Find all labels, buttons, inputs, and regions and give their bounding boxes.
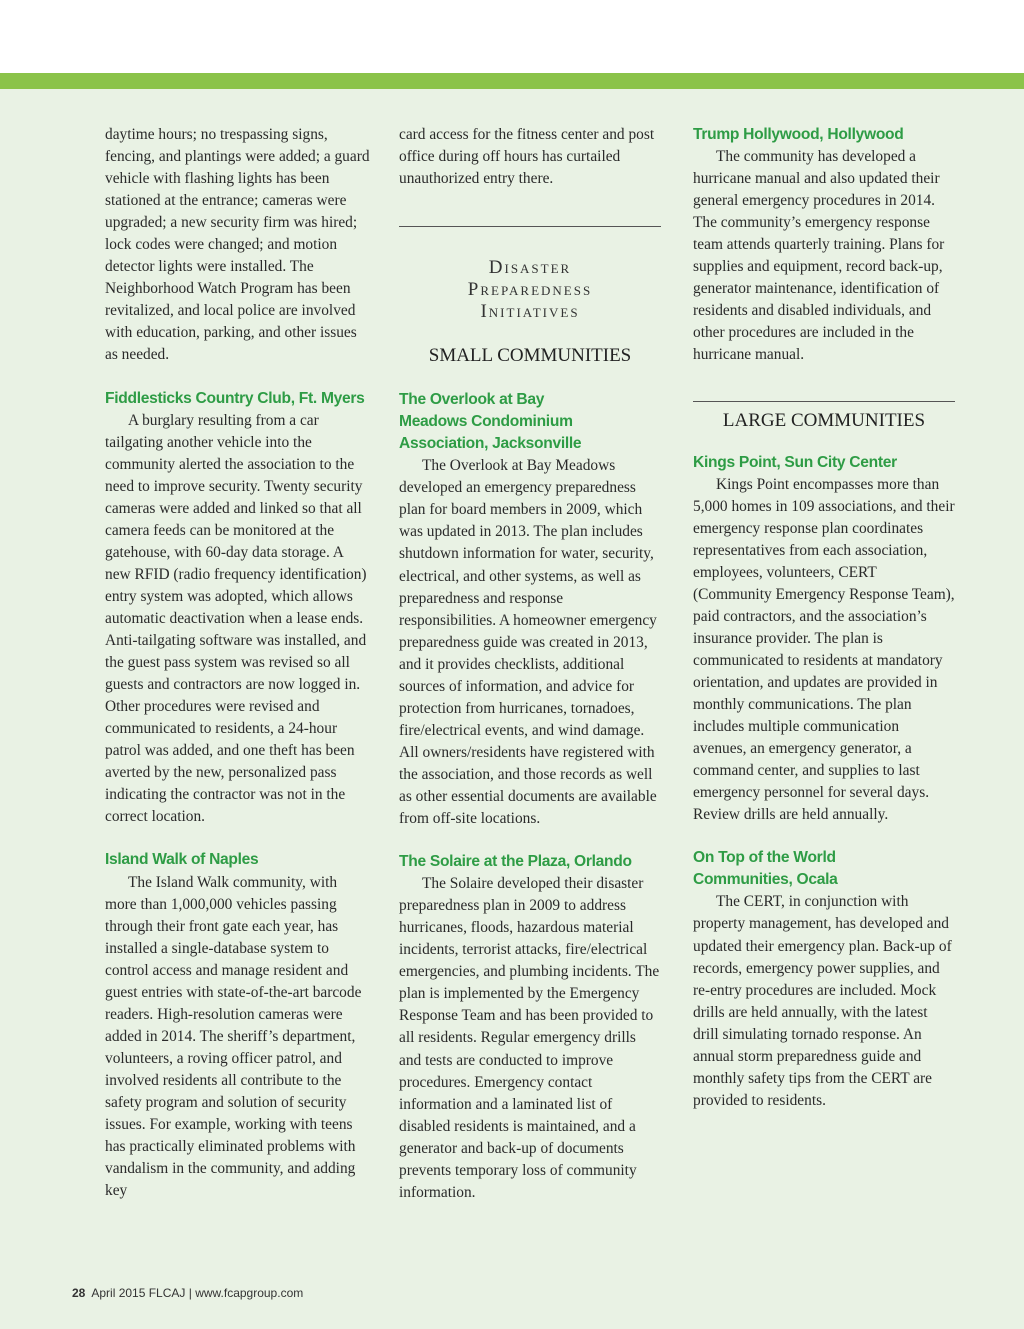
kings-point-body: Kings Point encompasses more than 5,000 homes in 109 associations, and their emergency response plan coordinates representatives from each association, employees, volunteers, CERT (Community Emergency Response Team), paid contractors, and the association’s insurance provider. The plan is communicated to residents at mandatory orientation, and updates are provided in monthly communications. The plan includes multiple communication avenues, an emergency generator, a command center, and supplies to last emergency personnel for several days. Review drills are held annually.	[693, 475, 955, 824]
column-3	[693, 124, 955, 1112]
section-title-line-3: Initiatives	[480, 301, 580, 323]
trump-heading: Trump Hollywood, Hollywood	[693, 126, 904, 143]
col1-intro-text: daytime hours; no trespassing signs, fencing, and plantings were added; a guard vehicle with flashing lights has been stationed at the entrance; cameras were upgraded; a new security firm was hired; lock codes were changed; and motion detector lights were installed. The Neighborhood Watch Program has been revitalized, and local police are involved with education, parking, and other issues as needed.	[105, 126, 370, 364]
on-top-heading-line-1: On Top of the World	[693, 849, 836, 867]
on-top-body: The CERT, in conjunction with property management, has developed and updated their emergency plan. Back-up of records, emergency power supplies, and re-entry procedures are included. Mock drills are held annually, with the latest drill simulating tornado response. An annual storm preparedness guide and monthly safety tips from the CERT are provided to residents.	[693, 893, 952, 1109]
kings-point-heading: Kings Point, Sun City Center	[693, 453, 897, 471]
fiddlesticks-heading: Fiddlesticks Country Club, Ft. Myers	[105, 389, 365, 407]
overlook-heading-line-3: Association, Jacksonville	[399, 435, 582, 453]
solaire-body: The Solaire developed their disaster preparedness plan in 2009 to address hurricanes, floods, hazardous material incidents, terrorist attacks, fire/electrical emergencies, and plumbing incidents. The plan is implemented by the Emergency Response Team and has been provided to all residents. Regular emergency drills and tests are conducted to improve procedures. Emergency contact information and a laminated list of disabled residents is maintained, and a generator and back-up of documents prevents temporary loss of community information.	[399, 875, 660, 1201]
accent-bar	[0, 73, 1024, 89]
island-walk-heading: Island Walk of Naples	[105, 851, 259, 869]
overlook-heading-line-2: Meadows Condominium	[399, 413, 573, 431]
column-1	[105, 124, 370, 1202]
page-footer	[72, 1286, 303, 1300]
section-title-line-1: Disaster	[488, 257, 572, 279]
island-walk-body: The Island Walk community, with more than 1,000,000 vehicles passing through their front gate each year, has installed a single-database system to control access and manage resident and guest entries with state-of-the-art barcode readers. High-resolution cameras were added in 2014. The sheriff’s department, volunteers, a roving officer patrol, and involved residents all contribute to the safety program and solution of security issues. For example, working with teens has practically eliminated problems with vandalism in the community, and adding key	[105, 873, 362, 1200]
page-number: 28	[72, 1286, 86, 1300]
footer-text: April 2015 FLCAJ | www.fcapgroup.com	[91, 1286, 304, 1300]
column-2	[399, 124, 661, 1204]
col2-intro-text: card access for the fitness center and post office during off hours has curtailed unauthorized entry there.	[399, 126, 655, 188]
overlook-heading-line-1: The Overlook at Bay	[399, 391, 545, 409]
large-communities-title: LARGE COMMUNITIES	[722, 409, 926, 431]
fiddlesticks-body: A burglary resulting from a car tailgating another vehicle into the community alerted the association to the need to improve security. Twenty security cameras were added and linked so that all camera feeds can be monitored at the gatehouse, with 60-day data storage. A new RFID (radio frequency identification) entry system was adopted, which allows automatic deactivation when a lease ends. Anti-tailgating software was installed, and the guest pass system was revised so all guests and contractors are now logged in. Other procedures were revised and communicated to residents, a 24-hour patrol was added, and one theft has been averted by the new, personalized pass indicating the contractor was not in the correct location.	[105, 411, 367, 826]
on-top-heading-line-2: Communities, Ocala	[693, 871, 838, 889]
section-title-line-2: Preparedness	[467, 279, 593, 301]
top-margin	[0, 0, 1024, 73]
small-communities-title: SMALL COMMUNITIES	[428, 345, 632, 367]
trump-body: The community has developed a hurricane manual and also updated their general emergency procedures in 2014. The community’s emergency response team attends quarterly training. Plans for supplies and equipment, record back-up, generator maintenance, identification of residents and disabled individuals, and other procedures are included in the hurricane manual.	[693, 148, 945, 364]
solaire-heading: The Solaire at the Plaza, Orlando	[399, 853, 632, 871]
overlook-body: The Overlook at Bay Meadows developed an emergency preparedness plan for board members in 2009, which was updated in 2013. The plan includes shutdown information for water, security, electrical, and other systems, as well as preparedness and response responsibilities. A homeowner emergency preparedness guide was created in 2013, and it provides checklists, additional sources of information, and advice for protection from hurricanes, tornadoes, fire/electrical events, and wind damage. All owners/residents have registered with the association, and those records as well as other essential documents are available from off-site locations.	[399, 457, 657, 828]
